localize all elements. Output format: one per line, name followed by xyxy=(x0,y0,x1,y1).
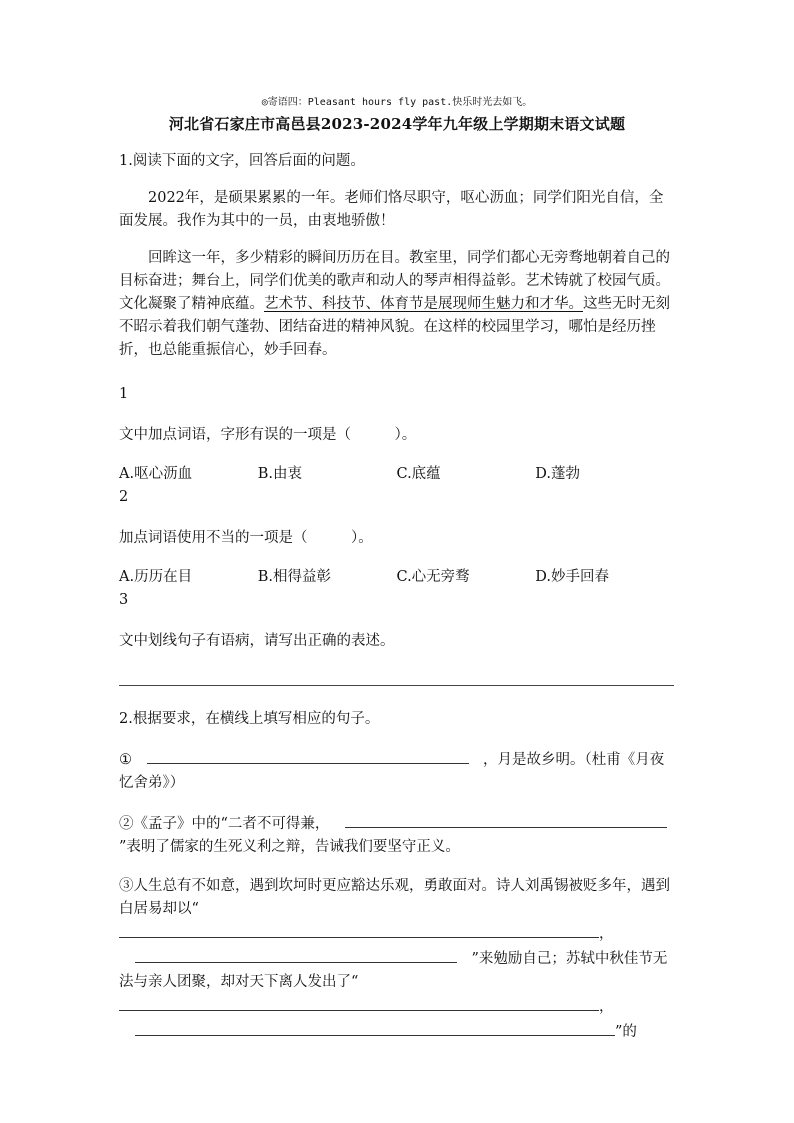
subquestion-number: 3 xyxy=(119,592,129,608)
fill-item-2 xyxy=(119,811,674,859)
blank-line[interactable] xyxy=(119,994,599,1011)
passage-paragraph-2 xyxy=(119,247,674,362)
item-text: ， xyxy=(599,999,614,1015)
subquestion-1: 文中加点词语，字形有误的一项是（ ）。 xyxy=(119,427,417,443)
option: B.相得益彰 xyxy=(257,569,332,585)
item-text: ②《孟子》中的“二者不可得兼， xyxy=(119,816,330,832)
question-1-prompt: 1.阅读下面的文字，回答后面的问题。 xyxy=(119,153,365,169)
blank-line[interactable] xyxy=(135,946,457,963)
item-text: ”的 xyxy=(615,1024,637,1040)
option: D.妙手回春 xyxy=(535,569,609,585)
fill-item-1 xyxy=(119,747,674,795)
passage-text: 这些无时无刻不昭示着我们朝气蓬勃、团结奋进的精神风貌。在这样的校园里学习，哪怕是经历挫折，也总能重振信心，妙手回春。 xyxy=(119,296,670,358)
option: D.蓬勃 xyxy=(535,466,580,482)
options-2 xyxy=(119,566,674,589)
option: C.心无旁骛 xyxy=(396,569,470,585)
answer-line[interactable] xyxy=(119,684,674,686)
passage-paragraph-1: 2022年，是硕果累累的一年。老师们恪尽职守，呕心沥血；同学们阳光自信，全面发展。我作为其中的一员，由衷地骄傲！ xyxy=(119,190,664,229)
document-title: 河北省石家庄市高邑县2023-2024学年九年级上学期期末语文试题 xyxy=(168,115,626,133)
content xyxy=(119,150,674,1044)
passage-text: 回眸这一年，多少精彩的瞬间历历在目。教室里，同学们都心无旁骛地朝着自己的目标奋进；舞台上，同学们优美的歌声和动人的琴声相得益彰。艺术铸就了校园气质。文化凝聚了精神底蕴。 xyxy=(119,250,670,312)
item-text: ，月是故乡明。（杜甫《月夜忆舍弟》） xyxy=(119,752,665,791)
underlined-sentence: 艺术节、科技节、体育节是展现师生魅力和才华。 xyxy=(264,296,583,312)
subquestion-number: 2 xyxy=(119,489,129,505)
item-text: ， xyxy=(599,926,614,942)
blank-line[interactable] xyxy=(147,747,469,764)
subquestion-number: 1 xyxy=(119,386,129,402)
fill-item-3 xyxy=(119,875,674,1044)
option: A.呕心沥血 xyxy=(119,466,193,482)
options-1 xyxy=(119,463,674,486)
blank-line[interactable] xyxy=(119,921,599,938)
option: C.底蕴 xyxy=(396,466,441,482)
blank-line[interactable] xyxy=(345,811,667,828)
subquestion-3: 文中划线句子有语病，请写出正确的表述。 xyxy=(119,633,395,649)
item-mark: ① xyxy=(119,752,132,768)
option: A.历历在目 xyxy=(119,569,193,585)
option: B.由衷 xyxy=(257,466,303,482)
item-text: ③人生总有不如意，遇到坎坷时更应豁达乐观，勇敢面对。诗人刘禹锡被贬多年，遇到白居易却以“ xyxy=(119,878,670,917)
item-text: ”来勉励自己；苏轼中秋佳节无法与亲人团聚，却对天下离人发出了“ xyxy=(119,951,668,990)
item-text: ”表明了儒家的生死义利之辩，告诫我们要坚守正义。 xyxy=(119,839,460,855)
header-note: ◎寄语四：Pleasant hours fly past.快乐时光去如飞。 xyxy=(261,97,533,108)
blank-line[interactable] xyxy=(135,1019,615,1036)
subquestion-2: 加点词语使用不当的一项是（ ）。 xyxy=(119,530,373,546)
question-2-prompt: 2.根据要求，在横线上填写相应的句子。 xyxy=(119,711,380,727)
